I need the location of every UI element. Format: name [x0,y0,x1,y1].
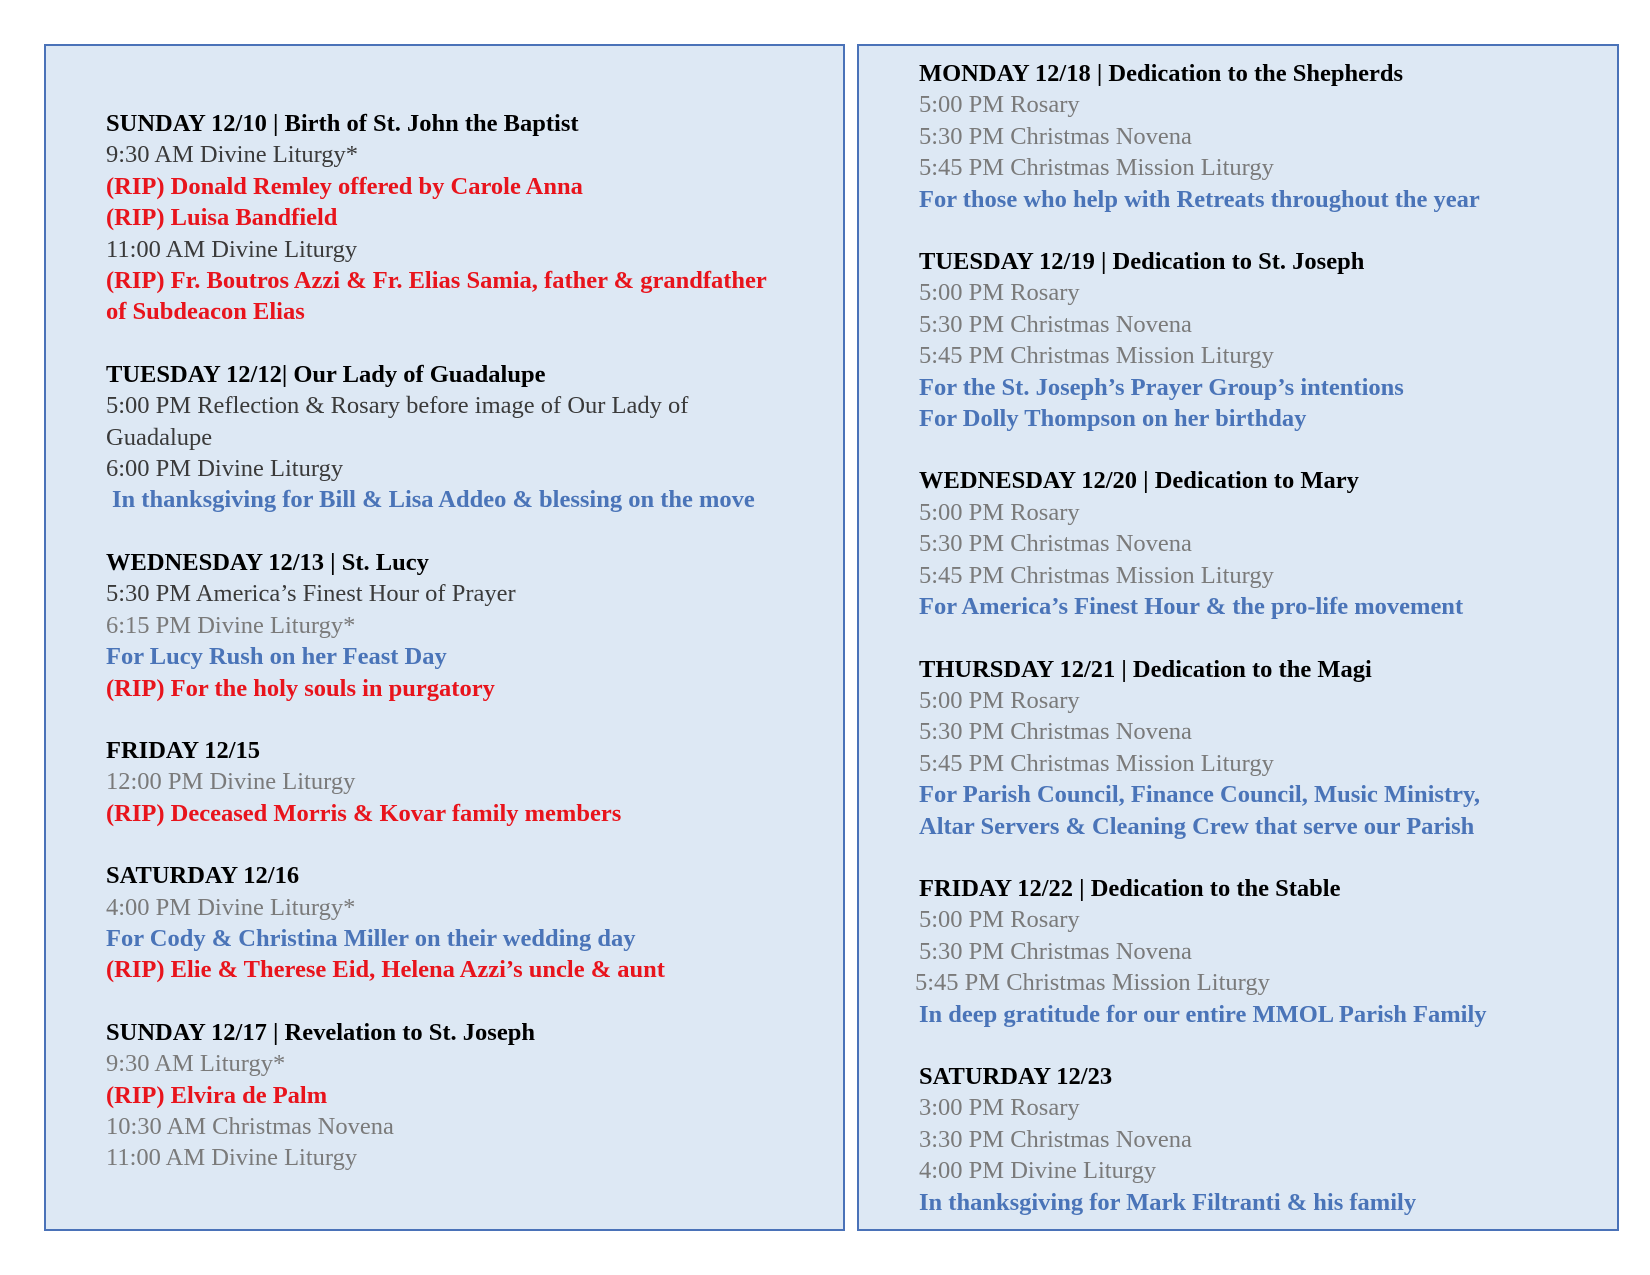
service-time: 5:30 PM Christmas Novena [919,310,1192,338]
service-time: 5:30 PM Christmas Novena [919,122,1192,150]
service-time: 12:00 PM Divine Liturgy [106,768,356,796]
service-time: 5:30 PM Christmas Novena [919,718,1192,746]
mass-intention: For Dolly Thompson on her birthday [919,405,1307,433]
service-time: 5:45 PM Christmas Mission Liturgy [919,561,1274,589]
service-time: 6:15 PM Divine Liturgy* [106,611,356,639]
mass-intention: For Cody & Christina Miller on their wedding day [106,924,636,952]
day-header: SUNDAY 12/17 | Revelation to St. Joseph [106,1018,535,1046]
day-friday-12-15 [106,735,843,829]
day-header: FRIDAY 12/15 [106,736,261,764]
day-wednesday-12-13 [106,547,843,704]
mass-intention: For those who help with Retreats throughout the year [919,185,1480,213]
day-header: SUNDAY 12/10 | Birth of St. John the Baptist [106,110,579,137]
mass-intention: For the St. Joseph’s Prayer Group’s intentions [919,373,1404,401]
service-time: 5:45 PM Christmas Mission Liturgy [919,749,1274,777]
service-time: 9:30 AM Liturgy* [106,1050,286,1078]
service-time: 5:00 PM Reflection & Rosary before image of Our Lady of Guadalupe [106,392,689,451]
mass-intention: For Parish Council, Finance Council, Music Ministry, [919,781,1481,809]
service-time: 4:00 PM Divine Liturgy* [106,893,356,921]
day-wednesday-12-20 [919,465,1617,622]
rip-intention: (RIP) For the holy souls in purgatory [106,674,495,702]
day-saturday-12-16 [106,860,843,986]
service-time: 5:00 PM Rosary [919,906,1080,934]
day-saturday-12-23 [919,1061,1617,1218]
day-header: WEDNESDAY 12/20 | Dedication to Mary [919,467,1359,495]
mass-intention: For America’s Finest Hour & the pro-life movement [919,593,1464,621]
service-time: 11:00 AM Divine Liturgy [106,235,358,263]
service-time: 6:00 PM Divine Liturgy [106,455,344,483]
day-friday-12-22 [915,873,1617,1030]
service-time: 3:30 PM Christmas Novena [919,1125,1192,1153]
service-time: 10:30 AM Christmas Novena [106,1112,394,1140]
day-header: TUESDAY 12/12| Our Lady of Guadalupe [106,360,546,388]
day-tuesday-12-19 [919,246,1617,434]
day-monday-12-18 [919,58,1617,215]
day-sunday-12-10 [106,108,843,328]
service-time: 5:00 PM Rosary [919,279,1080,307]
service-time: 4:00 PM Divine Liturgy [919,1157,1157,1185]
rip-intention: (RIP) Donald Remley offered by Carole Anna [106,172,583,200]
day-thursday-12-21 [919,654,1617,842]
service-time: 9:30 AM Divine Liturgy* [106,141,359,169]
mass-intention: In thanksgiving for Bill & Lisa Addeo & blessing on the move [112,486,755,514]
day-sunday-12-17 [106,1017,843,1174]
rip-intention: (RIP) Fr. Boutros Azzi & Fr. Elias Samia, father & grandfather of Subdeacon Elias [106,267,767,326]
rip-intention: (RIP) Elvira de Palm [106,1081,328,1109]
day-header: TUESDAY 12/19 | Dedication to St. Joseph [919,248,1365,276]
rip-intention: (RIP) Deceased Morris & Kovar family members [106,799,622,827]
day-header: THURSDAY 12/21 | Dedication to the Magi [919,655,1372,683]
service-time: 5:30 PM Christmas Novena [919,937,1192,965]
schedule-panel-left [44,44,845,1231]
mass-intention: For Lucy Rush on her Feast Day [106,643,447,671]
schedule-panel-right [857,44,1619,1231]
service-time: 5:45 PM Christmas Mission Liturgy [915,969,1270,997]
service-time: 5:30 PM America’s Finest Hour of Prayer [106,580,516,608]
service-time: 5:00 PM Rosary [919,91,1080,119]
service-time: 5:45 PM Christmas Mission Liturgy [919,342,1274,370]
rip-intention: (RIP) Elie & Therese Eid, Helena Azzi’s uncle & aunt [106,956,665,984]
service-time: 5:00 PM Rosary [919,686,1080,714]
mass-intention: Altar Servers & Cleaning Crew that serve our Parish [919,812,1475,840]
day-header: SATURDAY 12/23 [919,1062,1113,1090]
day-header: SATURDAY 12/16 [106,862,300,890]
day-tuesday-12-12 [106,359,843,516]
service-time: 3:00 PM Rosary [919,1094,1080,1122]
service-time: 5:45 PM Christmas Mission Liturgy [919,154,1274,182]
mass-intention: In deep gratitude for our entire MMOL Parish Family [919,1000,1487,1028]
mass-intention: In thanksgiving for Mark Filtranti & his family [919,1188,1417,1216]
service-time: 5:00 PM Rosary [919,498,1080,526]
day-header: WEDNESDAY 12/13 | St. Lucy [106,548,429,576]
service-time: 11:00 AM Divine Liturgy [106,1144,358,1172]
day-header: FRIDAY 12/22 | Dedication to the Stable [919,874,1341,902]
service-time: 5:30 PM Christmas Novena [919,530,1192,558]
rip-intention: (RIP) Luisa Bandfield [106,204,338,232]
day-header: MONDAY 12/18 | Dedication to the Shepherds [919,60,1404,87]
